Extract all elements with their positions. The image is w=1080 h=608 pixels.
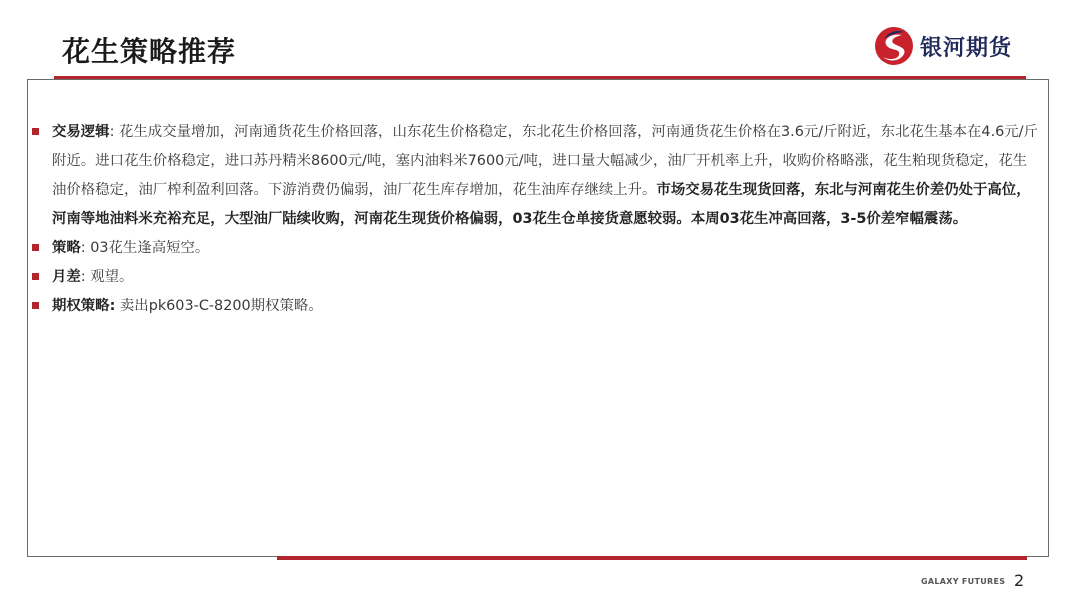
page-number: 2	[1014, 571, 1025, 590]
strategy-list	[32, 118, 1038, 321]
list-item-spread	[32, 263, 1038, 292]
item-label: 月差	[52, 269, 81, 285]
item-label: 期权策略:	[52, 298, 116, 314]
bullet-square-icon	[32, 128, 39, 135]
bullet-square-icon	[32, 244, 39, 251]
item-label: 交易逻辑	[52, 124, 110, 140]
item-text: 观望。	[90, 269, 134, 285]
list-item-trade-logic	[32, 118, 1038, 234]
item-text: 花生成交量增加，河南通货花生价格回落，山东花生价格稳定，东北花生价格回落，河南通货花生价格在3.6元/斤附近，东北花生基本在4.6元/斤附近。进口花生价格稳定，进口苏丹精米8600元/吨，塞内油料米7600元/吨，进口量大幅减少，油厂开机率上升，收购价格略涨，花生粕现货稳定，花生油价格稳定，油厂榨利盈利回落。下游消费仍偏弱，油厂花生库存增加，花生油库存继续上升。	[52, 124, 1038, 198]
page-title: 花生策略推荐	[62, 35, 237, 68]
item-separator: :	[80, 240, 86, 256]
footer-brand: GALAXY FUTURES	[921, 577, 1006, 586]
item-label: 策略	[52, 240, 81, 256]
brand-logo	[874, 26, 1012, 66]
item-text: 03花生逢高短空。	[90, 240, 210, 256]
list-item-strategy	[32, 234, 1038, 263]
bullet-square-icon	[32, 302, 39, 309]
item-emphasis: 市场交易花生现货回落，东北与河南花生价差仍处于高位，河南等地油料米充裕充足，大型油厂陆续收购，河南花生现货价格偏弱，03花生仓单接货意愿较弱。本周03花生冲高回落，3-5价差窄幅震荡。	[52, 182, 1031, 227]
item-text: 卖出pk603-C-8200期权策略。	[119, 298, 323, 314]
footer-divider	[277, 556, 1027, 560]
item-separator: :	[109, 124, 115, 140]
list-item-option-strategy	[32, 292, 1038, 321]
galaxy-logo-icon	[874, 26, 914, 66]
item-separator: :	[80, 269, 86, 285]
bullet-square-icon	[32, 273, 39, 280]
logo-text: 银河期货	[920, 35, 1013, 61]
